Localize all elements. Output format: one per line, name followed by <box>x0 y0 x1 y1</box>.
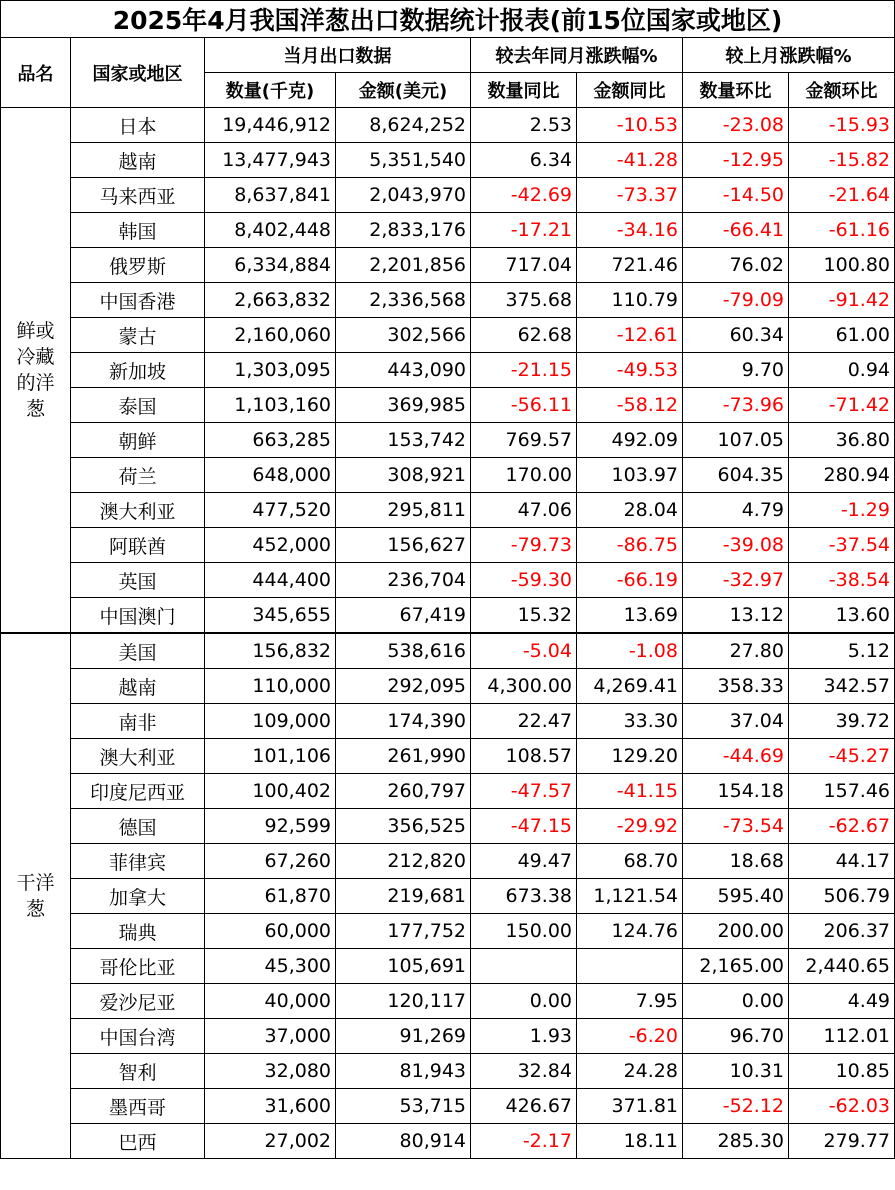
amount-cell: 2,043,970 <box>336 178 471 213</box>
qty-cell: 31,600 <box>205 1089 336 1124</box>
amount-cell: 219,681 <box>336 879 471 914</box>
amt-yoy-cell: 18.11 <box>577 1124 683 1159</box>
qty-mom-cell: -44.69 <box>683 739 789 774</box>
qty-cell: 32,080 <box>205 1054 336 1089</box>
qty-yoy-cell: 375.68 <box>471 283 577 318</box>
amt-yoy-cell: -41.15 <box>577 774 683 809</box>
amount-cell: 261,990 <box>336 739 471 774</box>
country-cell: 南非 <box>71 704 205 739</box>
table-row <box>1 143 895 178</box>
qty-yoy-cell: -47.57 <box>471 774 577 809</box>
country-cell: 爱沙尼亚 <box>71 984 205 1019</box>
amount-cell: 260,797 <box>336 774 471 809</box>
table-row <box>1 178 895 213</box>
table-row <box>1 1054 895 1089</box>
amount-cell: 120,117 <box>336 984 471 1019</box>
amount-cell: 80,914 <box>336 1124 471 1159</box>
country-cell: 墨西哥 <box>71 1089 205 1124</box>
qty-mom-cell: -23.08 <box>683 108 789 143</box>
amt-mom-cell: 5.12 <box>789 633 895 669</box>
amt-yoy-cell: -58.12 <box>577 388 683 423</box>
qty-yoy-cell: -47.15 <box>471 809 577 844</box>
qty-yoy-cell: 15.32 <box>471 598 577 634</box>
country-cell: 越南 <box>71 143 205 178</box>
amt-mom-cell: -15.82 <box>789 143 895 178</box>
country-cell: 俄罗斯 <box>71 248 205 283</box>
amount-cell: 236,704 <box>336 563 471 598</box>
qty-mom-cell: 60.34 <box>683 318 789 353</box>
amt-yoy-cell: 7.95 <box>577 984 683 1019</box>
table-row <box>1 984 895 1019</box>
qty-yoy-cell: -59.30 <box>471 563 577 598</box>
amount-cell: 2,201,856 <box>336 248 471 283</box>
qty-mom-cell: 96.70 <box>683 1019 789 1054</box>
qty-cell: 6,334,884 <box>205 248 336 283</box>
qty-mom-cell: 107.05 <box>683 423 789 458</box>
qty-cell: 37,000 <box>205 1019 336 1054</box>
amt-mom-cell: 0.94 <box>789 353 895 388</box>
table-row <box>1 633 895 669</box>
amount-cell: 302,566 <box>336 318 471 353</box>
amt-yoy-cell: 68.70 <box>577 844 683 879</box>
country-cell: 日本 <box>71 108 205 143</box>
qty-cell: 19,446,912 <box>205 108 336 143</box>
amt-mom-cell: -45.27 <box>789 739 895 774</box>
qty-yoy-cell: 150.00 <box>471 914 577 949</box>
amount-cell: 538,616 <box>336 633 471 669</box>
qty-yoy-cell: 32.84 <box>471 1054 577 1089</box>
qty-cell: 27,002 <box>205 1124 336 1159</box>
amt-mom-cell: 39.72 <box>789 704 895 739</box>
country-cell: 荷兰 <box>71 458 205 493</box>
amount-cell: 5,351,540 <box>336 143 471 178</box>
qty-mom-cell: 358.33 <box>683 669 789 704</box>
amt-mom-cell: 44.17 <box>789 844 895 879</box>
amount-cell: 2,336,568 <box>336 283 471 318</box>
qty-yoy-cell: 49.47 <box>471 844 577 879</box>
country-cell: 巴西 <box>71 1124 205 1159</box>
amt-mom-cell: -21.64 <box>789 178 895 213</box>
country-cell: 中国澳门 <box>71 598 205 634</box>
qty-yoy-cell: 717.04 <box>471 248 577 283</box>
qty-cell: 8,637,841 <box>205 178 336 213</box>
amt-yoy-cell: 24.28 <box>577 1054 683 1089</box>
table-row <box>1 1124 895 1159</box>
amt-yoy-cell: -49.53 <box>577 353 683 388</box>
amount-cell: 174,390 <box>336 704 471 739</box>
amount-cell: 67,419 <box>336 598 471 634</box>
amount-cell: 8,624,252 <box>336 108 471 143</box>
qty-mom-cell: -14.50 <box>683 178 789 213</box>
amt-yoy-cell: 492.09 <box>577 423 683 458</box>
table-row <box>1 774 895 809</box>
table-row <box>1 879 895 914</box>
table-body <box>1 108 895 1159</box>
country-cell: 智利 <box>71 1054 205 1089</box>
qty-mom-cell: 595.40 <box>683 879 789 914</box>
amt-yoy-cell: -66.19 <box>577 563 683 598</box>
header-product: 品名 <box>1 38 71 108</box>
amt-mom-cell: 36.80 <box>789 423 895 458</box>
qty-yoy-cell: -56.11 <box>471 388 577 423</box>
qty-mom-cell: -66.41 <box>683 213 789 248</box>
qty-cell: 2,160,060 <box>205 318 336 353</box>
qty-cell: 477,520 <box>205 493 336 528</box>
amt-yoy-cell: -34.16 <box>577 213 683 248</box>
country-cell: 中国香港 <box>71 283 205 318</box>
qty-yoy-cell: 0.00 <box>471 984 577 1019</box>
product-category-cell: 鲜或冷藏的洋葱 <box>1 108 71 634</box>
amt-yoy-cell: 1,121.54 <box>577 879 683 914</box>
country-cell: 加拿大 <box>71 879 205 914</box>
country-cell: 印度尼西亚 <box>71 774 205 809</box>
amt-yoy-cell: 371.81 <box>577 1089 683 1124</box>
qty-cell: 60,000 <box>205 914 336 949</box>
amt-mom-cell: -15.93 <box>789 108 895 143</box>
amt-yoy-cell: -6.20 <box>577 1019 683 1054</box>
amount-cell: 91,269 <box>336 1019 471 1054</box>
qty-mom-cell: -12.95 <box>683 143 789 178</box>
header-group-current: 当月出口数据 <box>205 38 471 73</box>
table-row <box>1 493 895 528</box>
table-row <box>1 1019 895 1054</box>
qty-cell: 109,000 <box>205 704 336 739</box>
qty-cell: 92,599 <box>205 809 336 844</box>
qty-cell: 156,832 <box>205 633 336 669</box>
country-cell: 英国 <box>71 563 205 598</box>
table-row <box>1 704 895 739</box>
qty-yoy-cell: 22.47 <box>471 704 577 739</box>
country-cell: 朝鲜 <box>71 423 205 458</box>
qty-mom-cell: 4.79 <box>683 493 789 528</box>
amt-mom-cell: -37.54 <box>789 528 895 563</box>
amount-cell: 53,715 <box>336 1089 471 1124</box>
qty-mom-cell: 18.68 <box>683 844 789 879</box>
amt-mom-cell: -1.29 <box>789 493 895 528</box>
header-qty-mom: 数量环比 <box>683 73 789 108</box>
qty-yoy-cell: 108.57 <box>471 739 577 774</box>
qty-yoy-cell: 1.93 <box>471 1019 577 1054</box>
country-cell: 阿联酋 <box>71 528 205 563</box>
amount-cell: 356,525 <box>336 809 471 844</box>
header-amount: 金额(美元) <box>336 73 471 108</box>
country-cell: 澳大利亚 <box>71 493 205 528</box>
qty-cell: 110,000 <box>205 669 336 704</box>
amt-mom-cell: 280.94 <box>789 458 895 493</box>
country-cell: 马来西亚 <box>71 178 205 213</box>
qty-yoy-cell: 769.57 <box>471 423 577 458</box>
amount-cell: 105,691 <box>336 949 471 984</box>
table-row <box>1 1089 895 1124</box>
qty-yoy-cell: 170.00 <box>471 458 577 493</box>
qty-yoy-cell: 62.68 <box>471 318 577 353</box>
product-category-cell: 干洋葱 <box>1 633 71 1159</box>
qty-yoy-cell: -21.15 <box>471 353 577 388</box>
qty-cell: 1,303,095 <box>205 353 336 388</box>
amt-mom-cell: 13.60 <box>789 598 895 634</box>
amt-mom-cell: 100.80 <box>789 248 895 283</box>
amt-mom-cell: 279.77 <box>789 1124 895 1159</box>
header-group-mom: 较上月涨跌幅% <box>683 38 895 73</box>
amount-cell: 153,742 <box>336 423 471 458</box>
amount-cell: 156,627 <box>336 528 471 563</box>
header-amt-mom: 金额环比 <box>789 73 895 108</box>
qty-cell: 8,402,448 <box>205 213 336 248</box>
table-row <box>1 949 895 984</box>
qty-mom-cell: -79.09 <box>683 283 789 318</box>
qty-cell: 452,000 <box>205 528 336 563</box>
country-cell: 美国 <box>71 633 205 669</box>
amt-mom-cell: 61.00 <box>789 318 895 353</box>
amount-cell: 292,095 <box>336 669 471 704</box>
amt-mom-cell: -62.67 <box>789 809 895 844</box>
country-cell: 越南 <box>71 669 205 704</box>
country-cell: 中国台湾 <box>71 1019 205 1054</box>
country-cell: 菲律宾 <box>71 844 205 879</box>
table-row <box>1 423 895 458</box>
qty-yoy-cell <box>471 949 577 984</box>
country-cell: 蒙古 <box>71 318 205 353</box>
qty-cell: 444,400 <box>205 563 336 598</box>
table-row <box>1 844 895 879</box>
country-cell: 哥伦比亚 <box>71 949 205 984</box>
qty-mom-cell: -73.54 <box>683 809 789 844</box>
amt-mom-cell: 157.46 <box>789 774 895 809</box>
qty-cell: 67,260 <box>205 844 336 879</box>
table-row <box>1 248 895 283</box>
amt-yoy-cell: 721.46 <box>577 248 683 283</box>
amount-cell: 81,943 <box>336 1054 471 1089</box>
qty-yoy-cell: 673.38 <box>471 879 577 914</box>
amt-mom-cell: -71.42 <box>789 388 895 423</box>
qty-cell: 45,300 <box>205 949 336 984</box>
amt-yoy-cell <box>577 949 683 984</box>
header-qty-yoy: 数量同比 <box>471 73 577 108</box>
amount-cell: 308,921 <box>336 458 471 493</box>
qty-cell: 101,106 <box>205 739 336 774</box>
qty-cell: 100,402 <box>205 774 336 809</box>
country-cell: 瑞典 <box>71 914 205 949</box>
country-cell: 韩国 <box>71 213 205 248</box>
amt-mom-cell: 506.79 <box>789 879 895 914</box>
amt-mom-cell: 4.49 <box>789 984 895 1019</box>
amt-mom-cell: -61.16 <box>789 213 895 248</box>
amt-yoy-cell: 103.97 <box>577 458 683 493</box>
amount-cell: 177,752 <box>336 914 471 949</box>
table-row <box>1 809 895 844</box>
report-title: 2025年4月我国洋葱出口数据统计报表(前15位国家或地区) <box>1 1 895 38</box>
header-qty: 数量(千克) <box>205 73 336 108</box>
qty-mom-cell: 154.18 <box>683 774 789 809</box>
qty-yoy-cell: -17.21 <box>471 213 577 248</box>
country-cell: 德国 <box>71 809 205 844</box>
amt-yoy-cell: -1.08 <box>577 633 683 669</box>
amount-cell: 2,833,176 <box>336 213 471 248</box>
qty-mom-cell: 200.00 <box>683 914 789 949</box>
qty-yoy-cell: 47.06 <box>471 493 577 528</box>
qty-cell: 648,000 <box>205 458 336 493</box>
qty-cell: 13,477,943 <box>205 143 336 178</box>
amt-yoy-cell: 28.04 <box>577 493 683 528</box>
header-group-yoy: 较去年同月涨跌幅% <box>471 38 683 73</box>
amt-yoy-cell: 124.76 <box>577 914 683 949</box>
amt-yoy-cell: 4,269.41 <box>577 669 683 704</box>
table-row <box>1 598 895 634</box>
amt-mom-cell: -38.54 <box>789 563 895 598</box>
amount-cell: 295,811 <box>336 493 471 528</box>
qty-yoy-cell: -42.69 <box>471 178 577 213</box>
qty-mom-cell: 10.31 <box>683 1054 789 1089</box>
amount-cell: 212,820 <box>336 844 471 879</box>
qty-mom-cell: -52.12 <box>683 1089 789 1124</box>
amt-yoy-cell: 33.30 <box>577 704 683 739</box>
qty-yoy-cell: 4,300.00 <box>471 669 577 704</box>
table-row <box>1 213 895 248</box>
table-row <box>1 458 895 493</box>
amt-yoy-cell: -86.75 <box>577 528 683 563</box>
header-amt-yoy: 金额同比 <box>577 73 683 108</box>
amt-yoy-cell: 13.69 <box>577 598 683 634</box>
amt-mom-cell: 342.57 <box>789 669 895 704</box>
amt-mom-cell: -62.03 <box>789 1089 895 1124</box>
table-row <box>1 283 895 318</box>
amt-mom-cell: 2,440.65 <box>789 949 895 984</box>
qty-mom-cell: 37.04 <box>683 704 789 739</box>
country-cell: 泰国 <box>71 388 205 423</box>
qty-yoy-cell: 6.34 <box>471 143 577 178</box>
amount-cell: 369,985 <box>336 388 471 423</box>
qty-mom-cell: 0.00 <box>683 984 789 1019</box>
qty-mom-cell: 27.80 <box>683 633 789 669</box>
qty-mom-cell: -73.96 <box>683 388 789 423</box>
amt-mom-cell: 206.37 <box>789 914 895 949</box>
qty-yoy-cell: -5.04 <box>471 633 577 669</box>
table-row <box>1 388 895 423</box>
table-row <box>1 353 895 388</box>
qty-cell: 61,870 <box>205 879 336 914</box>
country-cell: 澳大利亚 <box>71 739 205 774</box>
amt-yoy-cell: -73.37 <box>577 178 683 213</box>
table-row <box>1 318 895 353</box>
qty-mom-cell: 9.70 <box>683 353 789 388</box>
table-row <box>1 563 895 598</box>
qty-cell: 663,285 <box>205 423 336 458</box>
qty-yoy-cell: 426.67 <box>471 1089 577 1124</box>
qty-mom-cell: 13.12 <box>683 598 789 634</box>
qty-mom-cell: 76.02 <box>683 248 789 283</box>
amt-yoy-cell: -41.28 <box>577 143 683 178</box>
amt-yoy-cell: 129.20 <box>577 739 683 774</box>
amount-cell: 443,090 <box>336 353 471 388</box>
amt-mom-cell: 10.85 <box>789 1054 895 1089</box>
table-row <box>1 739 895 774</box>
qty-yoy-cell: -79.73 <box>471 528 577 563</box>
amt-mom-cell: -91.42 <box>789 283 895 318</box>
amt-yoy-cell: 110.79 <box>577 283 683 318</box>
qty-cell: 40,000 <box>205 984 336 1019</box>
qty-mom-cell: 2,165.00 <box>683 949 789 984</box>
amt-yoy-cell: -29.92 <box>577 809 683 844</box>
header-country: 国家或地区 <box>71 38 205 108</box>
amt-mom-cell: 112.01 <box>789 1019 895 1054</box>
qty-mom-cell: -32.97 <box>683 563 789 598</box>
qty-cell: 1,103,160 <box>205 388 336 423</box>
amt-yoy-cell: -10.53 <box>577 108 683 143</box>
qty-mom-cell: 285.30 <box>683 1124 789 1159</box>
qty-cell: 345,655 <box>205 598 336 634</box>
qty-cell: 2,663,832 <box>205 283 336 318</box>
qty-mom-cell: -39.08 <box>683 528 789 563</box>
amt-yoy-cell: -12.61 <box>577 318 683 353</box>
table-row <box>1 528 895 563</box>
qty-yoy-cell: 2.53 <box>471 108 577 143</box>
qty-yoy-cell: -2.17 <box>471 1124 577 1159</box>
country-cell: 新加坡 <box>71 353 205 388</box>
table-row <box>1 914 895 949</box>
table-row <box>1 108 895 143</box>
qty-mom-cell: 604.35 <box>683 458 789 493</box>
table-row <box>1 669 895 704</box>
